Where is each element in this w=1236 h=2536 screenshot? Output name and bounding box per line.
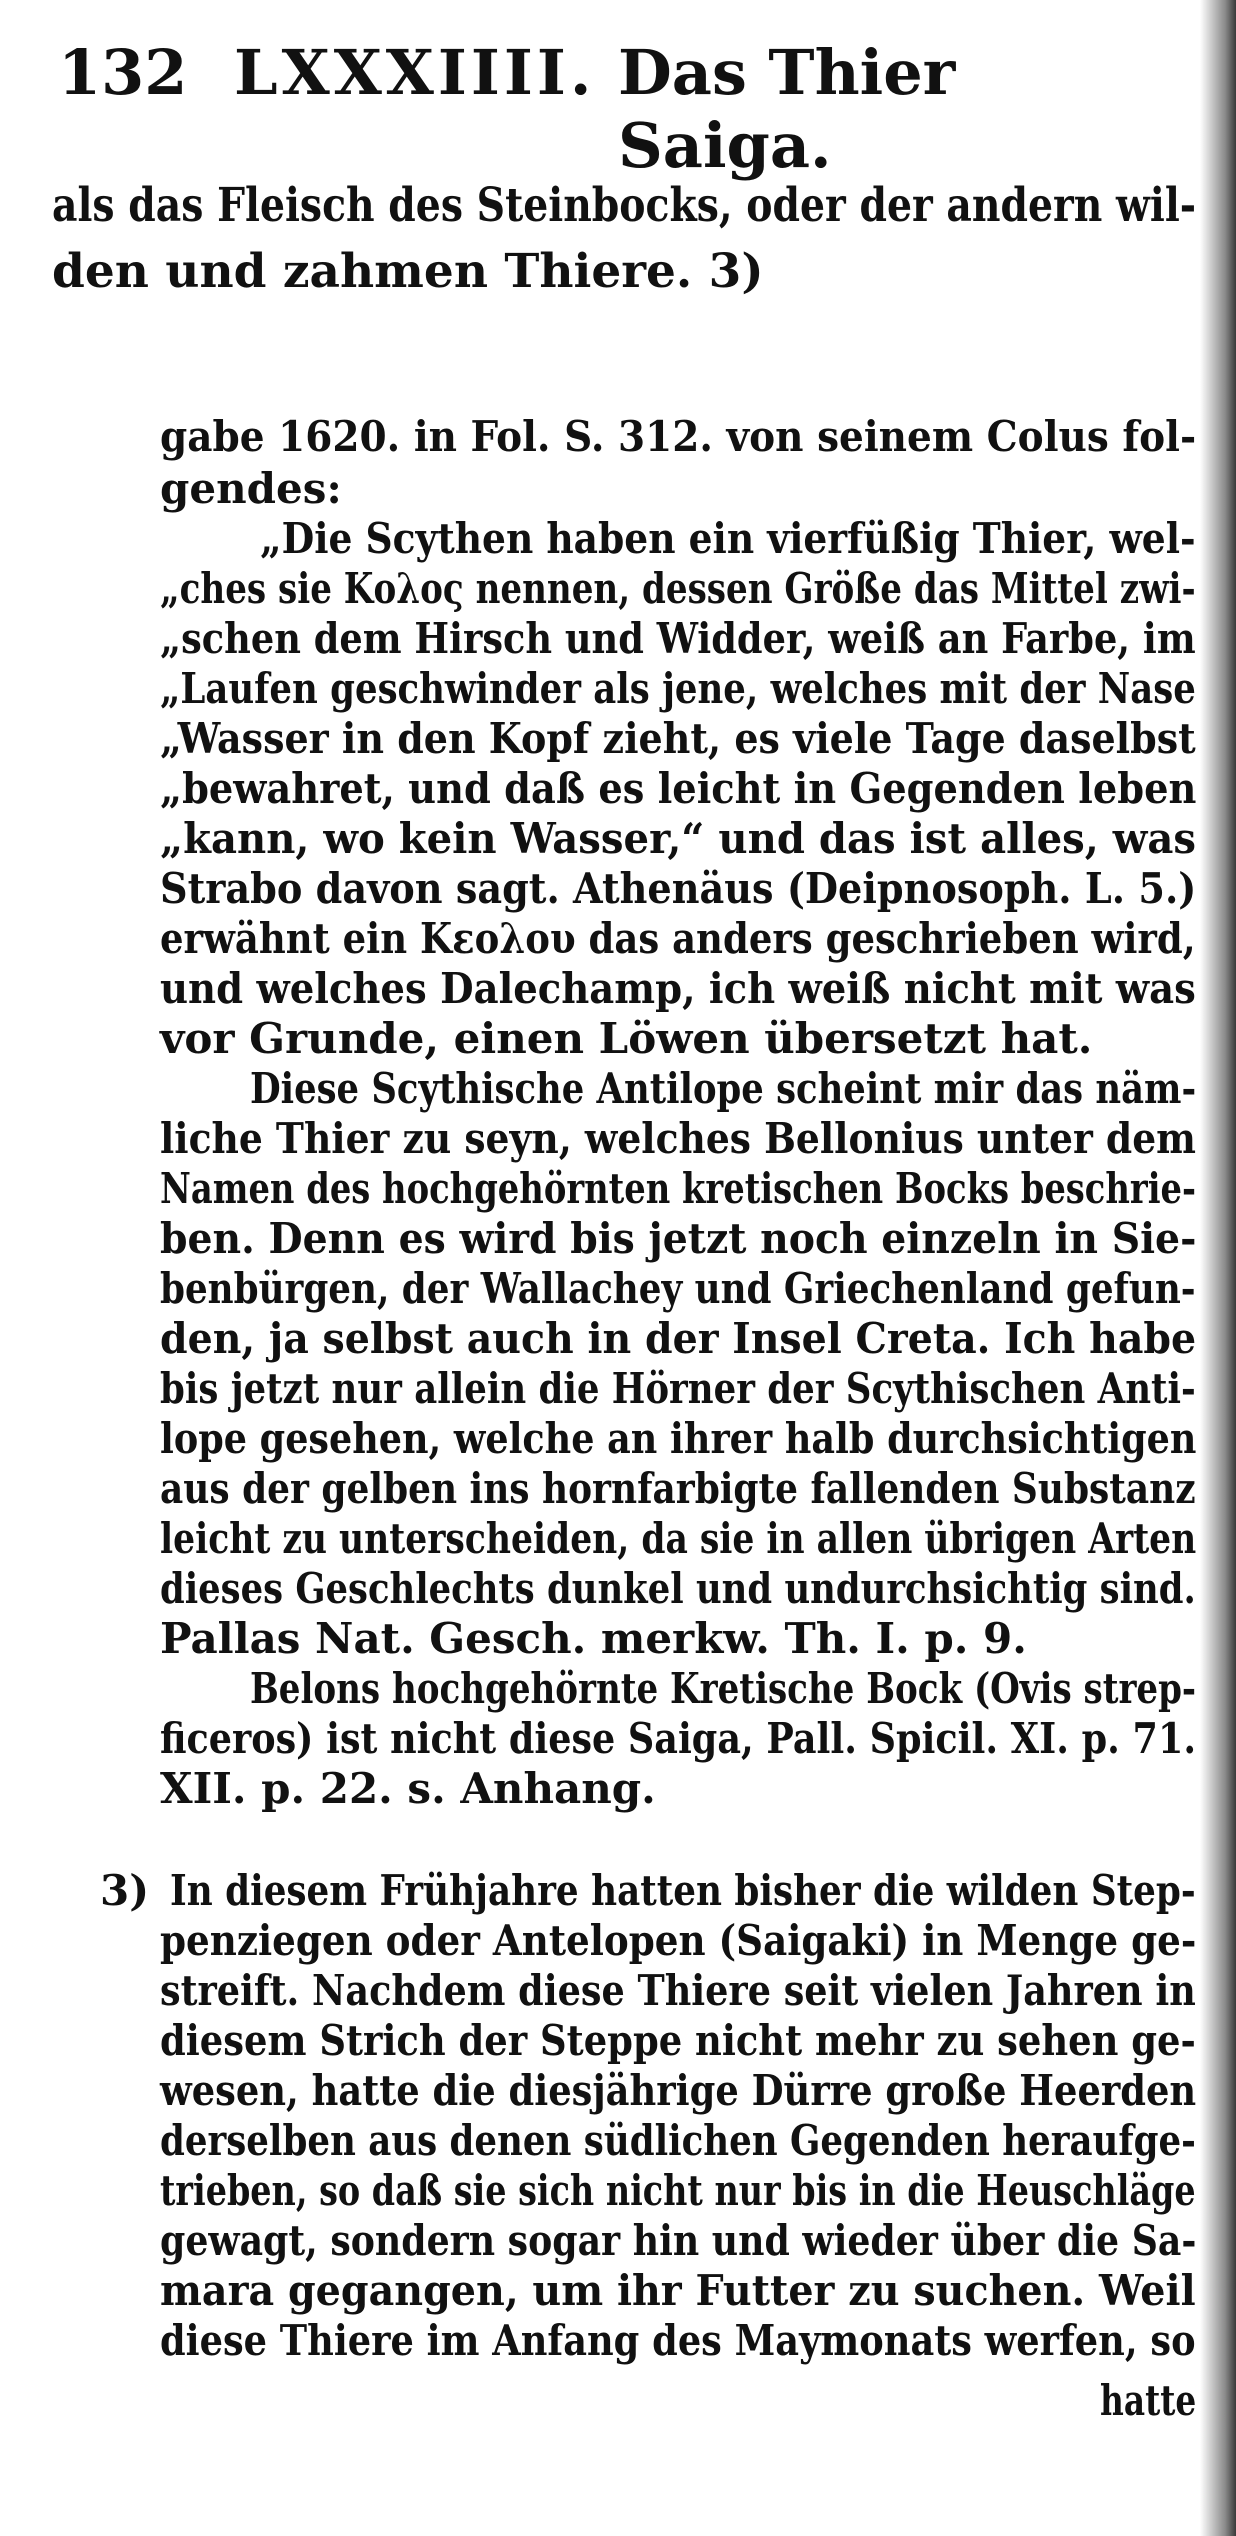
footnote-line: Namen des hochgehörnten kretischen Bocks beschrie- <box>160 1164 1196 1213</box>
footnote-line: Strabo davon sagt. Athenäus (Deipnosoph. L. 5.) <box>160 864 1197 913</box>
footnote-line: „bewahret, und daß es leicht in Gegenden leben <box>160 764 1197 813</box>
page-number: 132 <box>58 36 188 109</box>
footnote-line: wesen, hatte die diesjährige Dürre große Heerden <box>160 2066 1197 2115</box>
main-text-line: den und zahmen Thiere. 3) <box>52 244 764 299</box>
footnote-line: Diese Scythische Antilope scheint mir das näm- <box>250 1064 1197 1113</box>
footnote-line: In diesem Frühjahre hatten bisher die wilden Step- <box>170 1866 1196 1915</box>
footnote-line: ben. Denn es wird bis jetzt noch einzeln in Sie- <box>160 1214 1197 1263</box>
footnote-line: mara gegangen, um ihr Futter zu suchen. Weil <box>160 2266 1196 2315</box>
footnote-line: gendes: <box>160 464 342 513</box>
footnote-line: Belons hochgehörnte Kretische Bock (Ovis strep- <box>250 1664 1197 1713</box>
footnote-line: diesem Strich der Steppe nicht mehr zu sehen ge- <box>160 2016 1196 2065</box>
chapter-number: LXXXIIII. <box>234 36 596 109</box>
footnote-line: lope gesehen, welche an ihrer halb durchsichtigen <box>160 1414 1197 1463</box>
page-gutter-shadow <box>1200 0 1236 2536</box>
footnote-line: „Die Scythen haben ein vierfüßig Thier, wel- <box>260 514 1196 563</box>
footnote-line: ficeros) ist nicht diese Saiga, Pall. Spicil. XI. p. 71. <box>160 1714 1197 1763</box>
footnote-line: Pallas Nat. Gesch. merkw. Th. I. p. 9. <box>160 1614 1027 1663</box>
footnote-line: trieben, so daß sie sich nicht nur bis in die Heuschläge <box>160 2166 1196 2215</box>
footnote-marker: 3) <box>100 1866 150 1915</box>
footnote-line: dieses Geschlechts dunkel und undurchsichtig sind. <box>160 1564 1196 1613</box>
footnote-line: „Laufen geschwinder als jene, welches mit der Nase <box>160 664 1196 713</box>
running-title: Das Thier Saiga. <box>618 36 956 182</box>
footnote-line: leicht zu unterscheiden, da sie in allen übrigen Arten <box>160 1514 1197 1563</box>
footnote-line: diese Thiere im Anfang des Maymonats werfen, so <box>160 2316 1196 2365</box>
footnote-line: benbürgen, der Wallachey und Griechenland gefun- <box>160 1264 1196 1313</box>
footnote-line: erwähnt ein Κεολου das anders geschrieben wird, <box>160 914 1196 963</box>
footnote-line: vor Grunde, einen Löwen übersetzt hat. <box>160 1014 1093 1063</box>
footnote-line: und welches Dalechamp, ich weiß nicht mit was <box>160 964 1196 1013</box>
footnote-line: XII. p. 22. s. Anhang. <box>160 1764 656 1813</box>
footnote-line: „Wasser in den Kopf zieht, es viele Tage daselbst <box>160 714 1196 763</box>
footnote-line: gabe 1620. in Fol. S. 312. von seinem Colus fol- <box>160 412 1197 461</box>
footnote-line: bis jetzt nur allein die Hörner der Scythischen Anti- <box>160 1364 1196 1413</box>
main-text-line: als das Fleisch des Steinbocks, oder der andern wil- <box>52 178 1197 233</box>
catchword: hatte <box>1100 2376 1197 2425</box>
footnote-line: „schen dem Hirsch und Widder, weiß an Farbe, im <box>160 614 1196 663</box>
footnote-line: liche Thier zu seyn, welches Bellonius unter dem <box>160 1114 1196 1163</box>
footnote-line: den, ja selbst auch in der Insel Creta. Ich habe <box>160 1314 1197 1363</box>
footnote-line: streift. Nachdem diese Thiere seit vielen Jahren in <box>160 1966 1196 2015</box>
footnote-line: derselben aus denen südlichen Gegenden heraufge- <box>160 2116 1196 2165</box>
footnote-line: „kann, wo kein Wasser,“ und das ist alles, was <box>160 814 1197 863</box>
footnote-line: gewagt, sondern sogar hin und wieder über die Sa- <box>160 2216 1197 2265</box>
running-header <box>58 28 1178 182</box>
footnote-line: penziegen oder Antelopen (Saigaki) in Menge ge- <box>160 1916 1197 1965</box>
footnote-line: „ches sie Κολος nennen, dessen Größe das Mittel zwi- <box>160 564 1196 613</box>
footnote-line: aus der gelben ins hornfarbigte fallenden Substanz <box>160 1464 1196 1513</box>
